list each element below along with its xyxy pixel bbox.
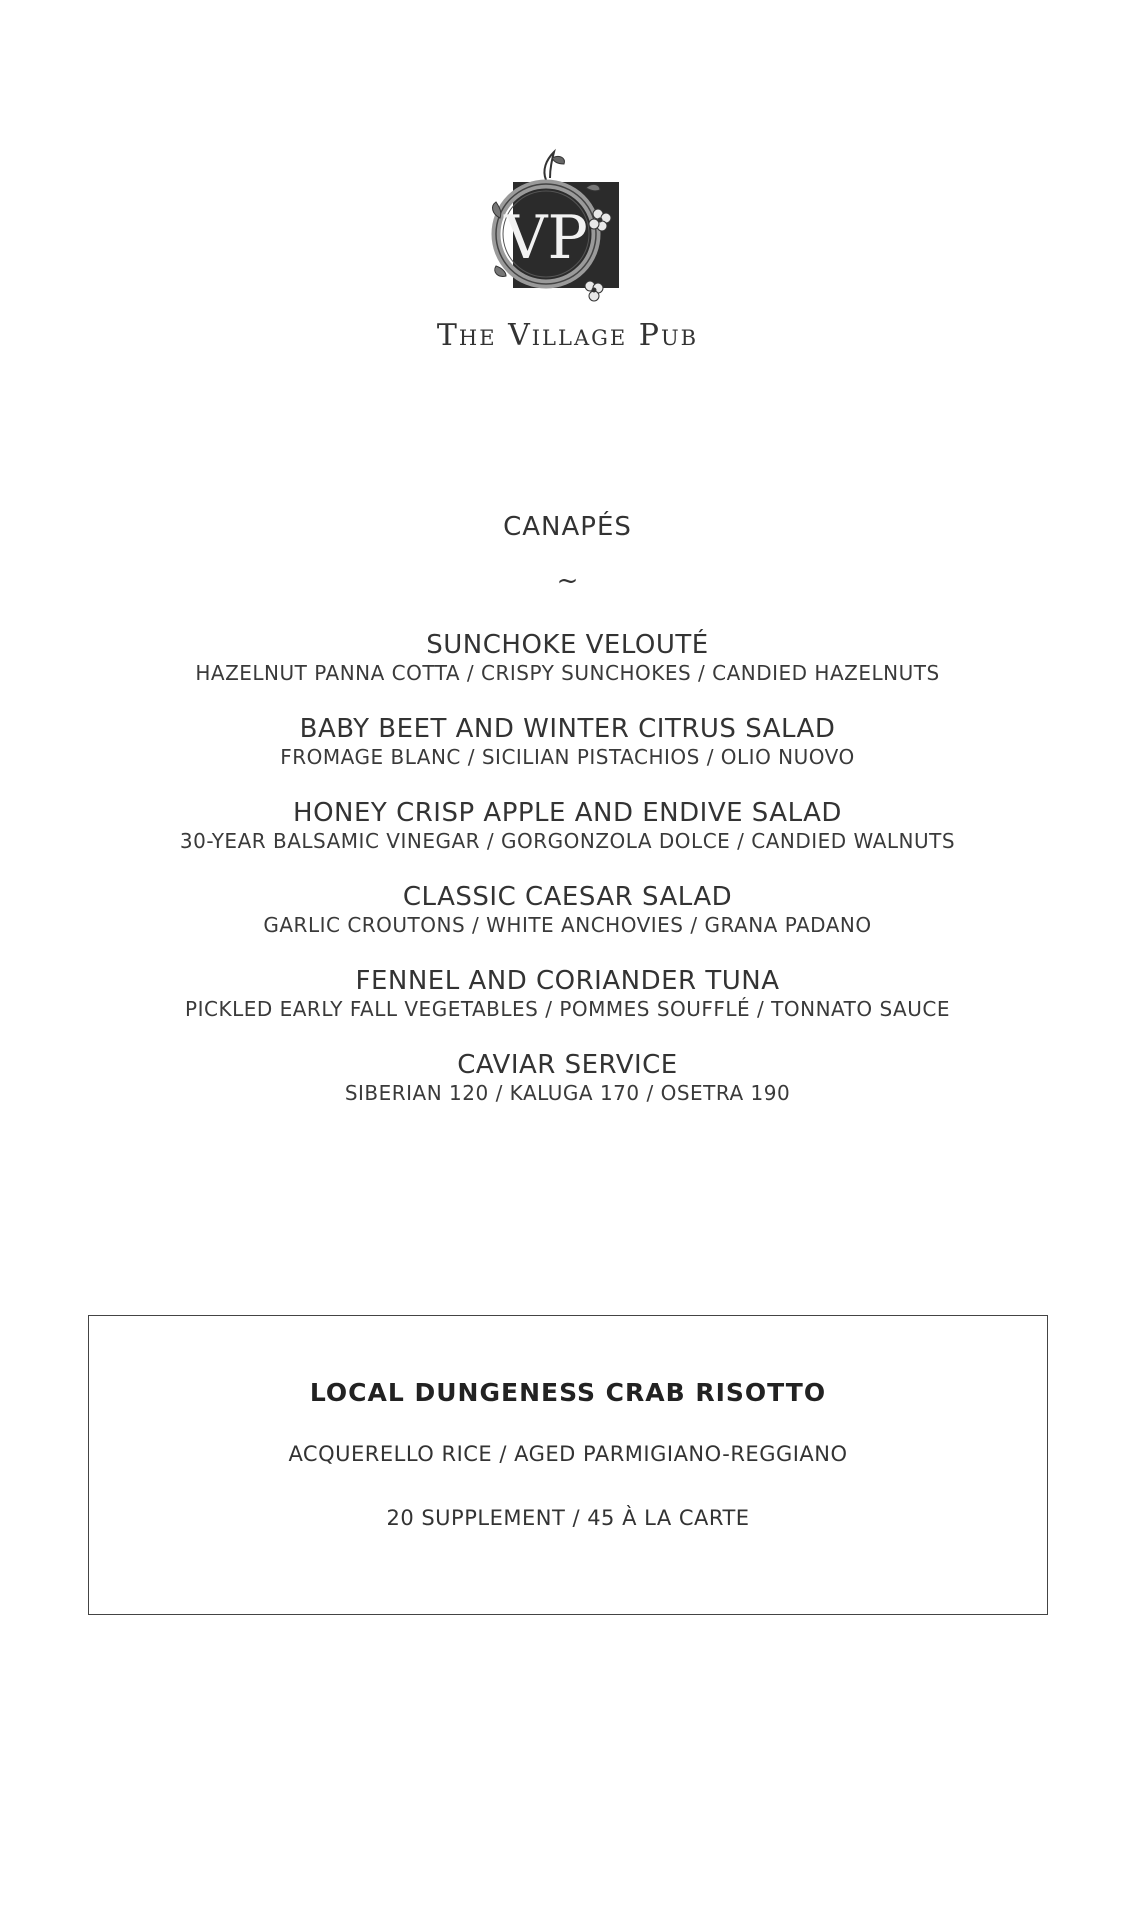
brand-name: The Village Pub [436, 318, 699, 353]
menu-item-description: SIBERIAN 120 / KALUGA 170 / OSETRA 190 [344, 1081, 791, 1105]
menu-item-name: FENNEL AND CORIANDER TUNA [355, 966, 780, 996]
menu-item-name: CAVIAR SERVICE [457, 1050, 678, 1080]
menu-item [0, 882, 1135, 966]
menu-item [0, 630, 1135, 714]
menu-item-description: PICKLED EARLY FALL VEGETABLES / POMMES SOUFFLÉ / TONNATO SAUCE [185, 997, 950, 1021]
feature-title: LOCAL DUNGENESS CRAB RISOTTO [309, 1378, 827, 1407]
menu-item-name: CLASSIC CAESAR SALAD [402, 882, 733, 912]
section-title: CANAPÉS [503, 512, 632, 542]
menu-item-description: FROMAGE BLANC / SICILIAN PISTACHIOS / OLIO NUOVO [280, 745, 855, 769]
menu-item-name: HONEY CRISP APPLE AND ENDIVE SALAD [293, 798, 842, 828]
menu-item-description: HAZELNUT PANNA COTTA / CRISPY SUNCHOKES / CANDIED HAZELNUTS [195, 661, 940, 685]
menu-item-name: SUNCHOKE VELOUTÉ [426, 630, 709, 660]
svg-text:VP: VP [504, 203, 588, 273]
menu-item-description: GARLIC CROUTONS / WHITE ANCHOVIES / GRANA PADANO [263, 913, 872, 937]
village-pub-logo [486, 148, 620, 308]
menu-item [0, 1050, 1135, 1134]
feature-price: 20 SUPPLEMENT / 45 À LA CARTE [386, 1506, 750, 1530]
menu-item [0, 966, 1135, 1050]
menu-item-name: BABY BEET AND WINTER CITRUS SALAD [299, 714, 836, 744]
menu-item-description: 30-YEAR BALSAMIC VINEGAR / GORGONZOLA DOLCE / CANDIED WALNUTS [179, 829, 956, 853]
feature-description: ACQUERELLO RICE / AGED PARMIGIANO-REGGIANO [288, 1442, 848, 1466]
menu-items [0, 630, 1135, 1134]
section-divider: ~ [556, 566, 579, 596]
menu-item [0, 798, 1135, 882]
feature-box [88, 1315, 1048, 1615]
menu-item [0, 714, 1135, 798]
